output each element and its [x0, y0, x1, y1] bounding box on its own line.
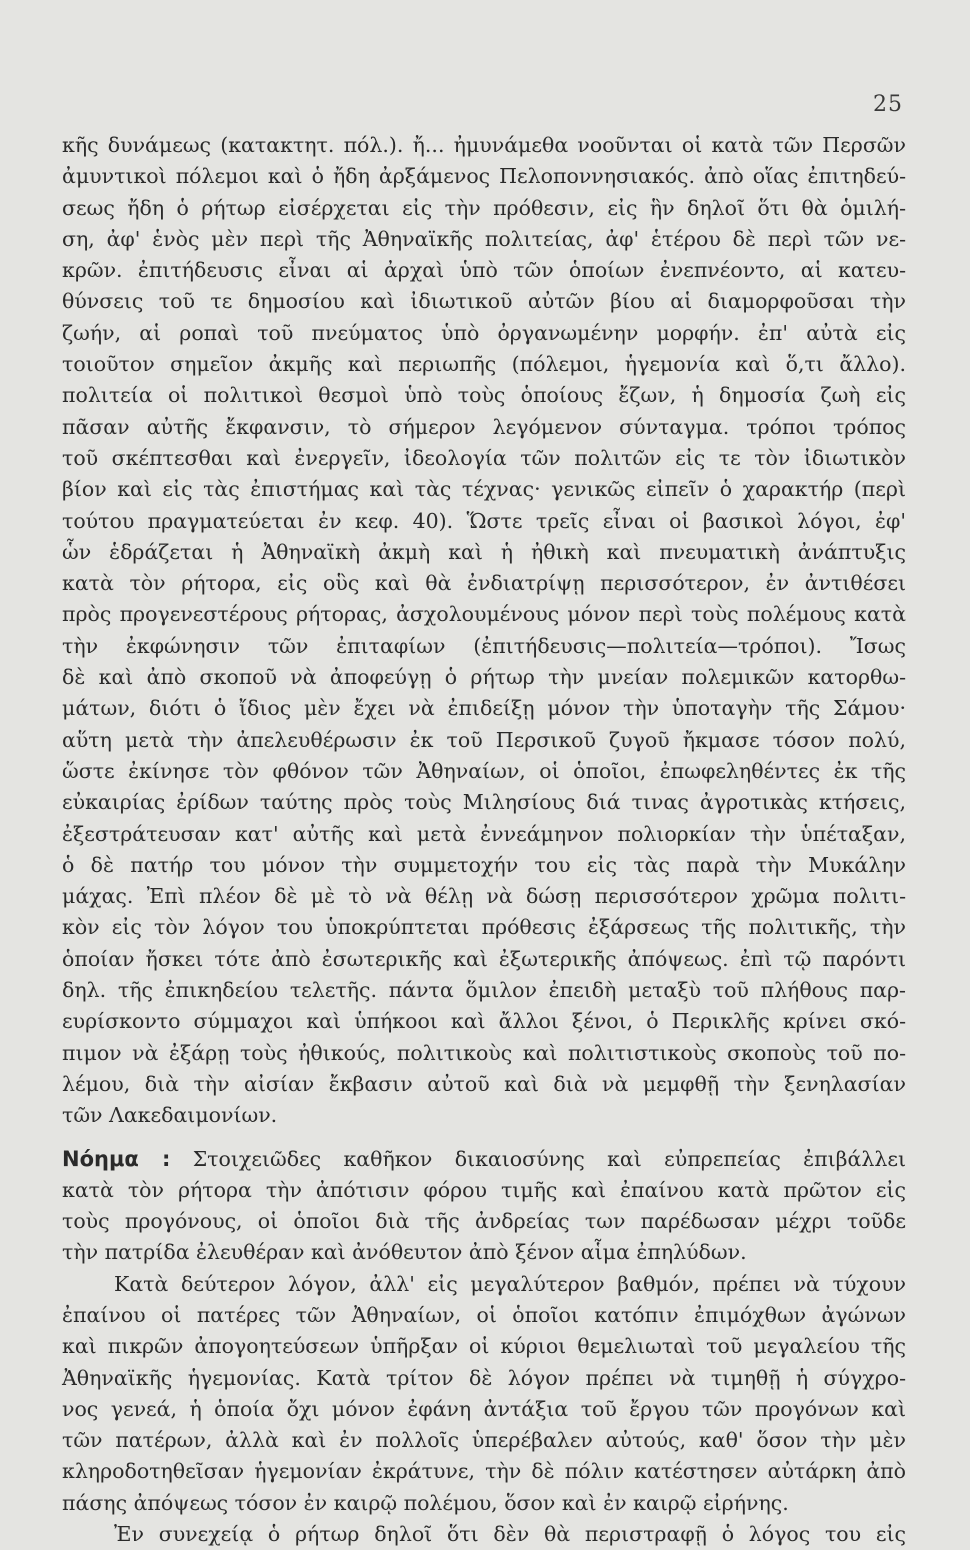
text-line: λέμου, διὰ τὴν αἰσίαν ἔκβασιν αὐτοῦ καὶ διὰ νὰ μεμφθῇ τὴν ξενηλασίαν — [62, 1071, 906, 1096]
text-line: κρῶν. ἐπιτήδευσις εἶναι αἱ ἀρχαὶ ὑπὸ τῶν ὁποίων ἐνεπνέοντο, αἱ κατευ- — [62, 258, 906, 283]
text-line: τοιοῦτον σημεῖον ἀκμῆς καὶ περιωπῆς (πόλεμοι, ἡγεμονία καὶ ὅ,τι ἄλλο). — [62, 352, 906, 377]
page-body — [62, 130, 906, 1550]
text-line: πᾶσαν αὐτῆς ἔκφανσιν, τὸ σήμερον λεγόμενον σύνταγμα. τρόποι τρόπος — [62, 414, 906, 439]
text-line: ζωήν, αἱ ροπαὶ τοῦ πνεύματος ὑπὸ ὀργανωμένην μορφήν. ἐπ' αὐτὰ εἰς — [62, 320, 906, 345]
text-line: ὧν ἑδράζεται ἡ Ἀθηναϊκὴ ἀκμὴ καὶ ἡ ἠθικὴ καὶ πνευματικὴ ἀνάπτυξις — [62, 539, 906, 564]
text-line: κατὰ τὸν ρήτορα τὴν ἀπότισιν φόρου τιμῆς καὶ ἐπαίνου κατὰ πρῶτον εἰς — [62, 1177, 906, 1202]
noima-paragraph — [62, 1144, 906, 1269]
text-line: μάχας. Ἐπὶ πλέον δὲ μὲ τὸ νὰ θέλῃ νὰ δώσῃ περισσότερον χρῶμα πολιτι- — [62, 884, 906, 909]
text-line: Ἀθηναϊκῆς ἡγεμονίας. Κατὰ τρίτον δὲ λόγον πρέπει νὰ τιμηθῇ ἡ σύγχρο- — [62, 1365, 906, 1390]
text-line: βίον καὶ εἰς τὰς ἐπιστήμας καὶ τὰς τέχνας· γενικῶς εἰπεῖν ὁ χαρακτήρ (περὶ — [62, 477, 906, 502]
text-line: ευρίσκοντο σύμμαχοι καὶ ὑπήκοοι καὶ ἄλλοι ξένοι, ὁ Περικλῆς κρίνει σκό- — [62, 1009, 906, 1034]
third-paragraph — [62, 1519, 906, 1550]
text-line: εὐκαιρίας ἐρίδων ταύτης πρὸς τοὺς Μιλησίους διά τινας ἀγροτικὰς κτήσεις, — [62, 790, 906, 815]
text-line: δηλ. τῆς ἐπικηδείου τελετῆς. πάντα ὅμιλον ἐπειδὴ μεταξὺ τοῦ πλήθους παρ- — [62, 978, 906, 1003]
noima-first-line — [62, 1144, 906, 1175]
text-line: τὴν πατρίδα ἐλευθέραν καὶ ἀνόθευτον ἀπὸ ξένον αἷμα ἐπηλύδων. — [62, 1240, 747, 1265]
text-line: Ἐν συνεχείᾳ ὁ ρήτωρ δηλοῖ ὅτι δὲν θὰ περιστραφῇ ὁ λόγος του εἰς — [114, 1522, 906, 1547]
text-line: μάτων, διότι ὁ ἴδιος μὲν ἔχει νὰ ἐπιδείξῃ μόνον τὴν ὑποταγὴν τῆς Σάμου· — [62, 696, 906, 721]
text-line: κῆς δυνάμεως (κατακτητ. πόλ.). ἤ... ἠμυνάμεθα νοοῦνται οἱ κατὰ τῶν Περσῶν — [62, 133, 906, 157]
text-line: σεως ἤδη ὁ ρήτωρ εἰσέρχεται εἰς τὴν πρόθεσιν, εἰς ἣν δηλοῖ ὅτι θὰ ὁμιλή- — [62, 195, 906, 220]
text-line: ἐξεστράτευσαν κατ' αὐτῆς καὶ μετὰ ἐννεάμηνον πολιορκίαν τὴν ὑπέταξαν, — [62, 821, 906, 846]
text-line: τὴν ἐκφώνησιν τῶν ἐπιταφίων (ἐπιτήδευσις—πολιτεία—τρόποι). Ἴσως — [62, 633, 906, 658]
text-line: πάσης ἀπόψεως τόσον ἐν καιρῷ πολέμου, ὅσον καὶ ἐν καιρῷ εἰρήνης. — [62, 1490, 789, 1515]
text-line: κατὰ τὸν ρήτορα, εἰς οὓς καὶ θὰ ἐνδιατρίψῃ περισσότερον, ἐν ἀντιθέσει — [62, 571, 906, 596]
text-line: ση, ἀφ' ἑνὸς μὲν περὶ τῆς Ἀθηναϊκῆς πολιτείας, ἀφ' ἑτέρου δὲ περὶ τῶν νε- — [62, 226, 906, 251]
noima-label: Νόημα : — [62, 1146, 171, 1171]
text-line: καὶ πικρῶν ἀπογοητεύσεων ὑπῆρξαν οἱ κύριοι θεμελιωταὶ τοῦ μεγαλείου τῆς — [62, 1334, 906, 1359]
text-line: τοῦ σκέπτεσθαι καὶ ἐνεργεῖν, ἰδεολογία τῶν πολιτῶν εἰς τε τὸν ἰδιωτικὸν — [62, 445, 906, 470]
noima-first-text: Στοιχειῶδες καθῆκον δικαιοσύνης καὶ εὐπρεπείας ἐπιβάλλει — [192, 1146, 906, 1171]
text-line: νος γενεά, ἡ ὁποία ὄχι μόνον ἐφάνη ἀντάξια τοῦ ἔργου τῶν προγόνων καὶ — [62, 1396, 906, 1421]
text-line: πιμον νὰ ἐξάρῃ τοὺς ἠθικούς, πολιτικοὺς καὶ πολιτιστικοὺς σκοποὺς τοῦ πο- — [62, 1040, 906, 1065]
text-line: τοὺς προγόνους, οἱ ὁποῖοι διὰ τῆς ἀνδρείας των παρέδωσαν μέχρι τοῦδε — [62, 1209, 906, 1234]
text-line: ἀμυντικοὶ πόλεμοι καὶ ὁ ἤδη ἀρξάμενος Πελοποννησιακός. ἀπὸ οἵας ἐπιτηδεύ- — [62, 164, 906, 189]
text-line: αὕτη μετὰ τὴν ἀπελευθέρωσιν ἐκ τοῦ Περσικοῦ ζυγοῦ ἤκμασε τόσον πολύ, — [62, 727, 906, 752]
text-line: τῶν Λακεδαιμονίων. — [62, 1103, 278, 1128]
text-line: Κατὰ δεύτερον λόγον, ἀλλ' εἰς μεγαλύτερον βαθμόν, πρέπει νὰ τύχουν — [114, 1271, 906, 1296]
text-line: ὁ δὲ πατήρ του μόνον τὴν συμμετοχήν του εἰς τὰς παρὰ τὴν Μυκάλην — [62, 852, 906, 877]
text-line: ὥστε ἐκίνησε τὸν φθόνον τῶν Ἀθηναίων, οἱ ὁποῖοι, ἐπωφεληθέντες ἐκ τῆς — [62, 758, 906, 783]
page-number: 25 — [873, 92, 903, 117]
text-line: ἐπαίνου οἱ πατέρες τῶν Ἀθηναίων, οἱ ὁποῖοι κατόπιν ἐπιμόχθων ἀγώνων — [62, 1302, 906, 1327]
text-line: τούτου πραγματεύεται ἐν κεφ. 40). Ὥστε τρεῖς εἶναι οἱ βασικοὶ λόγοι, ἐφ' — [62, 508, 906, 533]
text-line: κληροδοτηθεῖσαν ἡγεμονίαν ἐκράτυνε, τὴν δὲ πόλιν κατέστησεν αὐτάρκη ἀπὸ — [62, 1459, 906, 1484]
text-line: κὸν εἰς τὸν λόγον του ὑποκρύπτεται πρόθεσις ἐξάρσεως τῆς πολιτικῆς, τὴν — [62, 915, 906, 940]
commentary-paragraph — [62, 130, 906, 1132]
text-line: θύνσεις τοῦ τε δημοσίου καὶ ἰδιωτικοῦ αὐτῶν βίου αἱ διαμορφοῦσαι τὴν — [62, 289, 906, 314]
second-paragraph — [62, 1269, 906, 1519]
text-line: ὁποίαν ἤσκει τότε ἀπὸ ἐσωτερικῆς καὶ ἐξωτερικῆς ἀπόψεως. ἐπὶ τῷ παρόντι — [62, 946, 906, 971]
text-line: δὲ καὶ ἀπὸ σκοποῦ νὰ ἀποφεύγῃ ὁ ρήτωρ τὴν μνείαν πολεμικῶν κατορθω- — [62, 665, 906, 690]
text-line: πρὸς προγενεστέρους ρήτορας, ἀσχολουμένους μόνον περὶ τοὺς πολέμους κατὰ — [62, 602, 906, 627]
text-line: τῶν πατέρων, ἀλλὰ καὶ ἐν πολλοῖς ὑπερέβαλεν αὐτούς, καθ' ὅσον τὴν μὲν — [62, 1428, 906, 1453]
text-line: πολιτεία οἱ πολιτικοὶ θεσμοὶ ὑπὸ τοὺς ὁποίους ἔζων, ἡ δημοσία ζωὴ εἰς — [62, 383, 906, 408]
